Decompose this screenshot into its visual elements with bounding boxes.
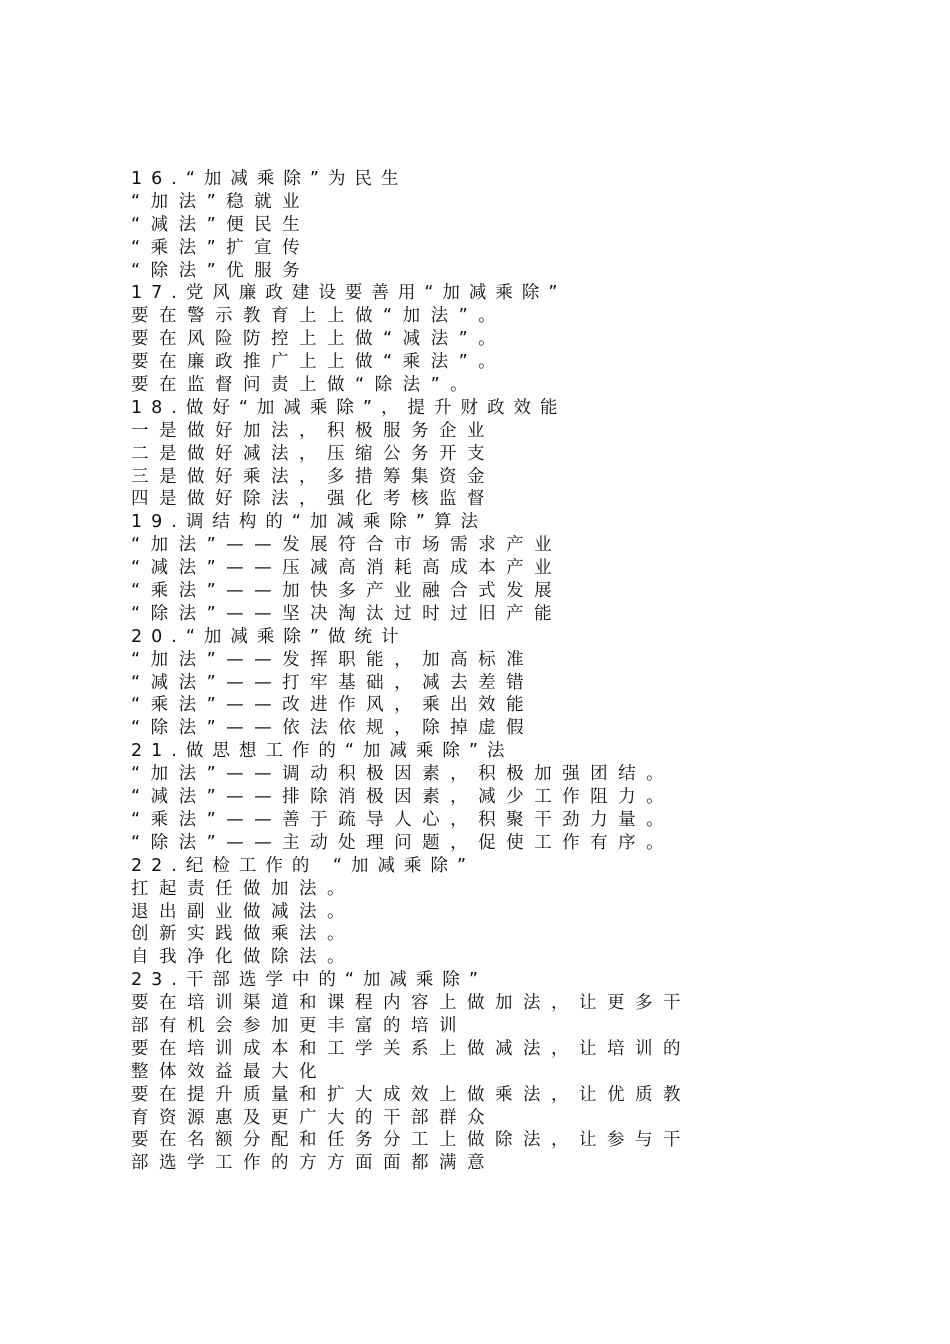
text-line: 自我净化做除法。 xyxy=(131,947,355,968)
text-line: “除法”优服务 xyxy=(131,260,311,281)
text-line: “加法”稳就业 xyxy=(131,191,311,212)
text-line: 退出副业做减法。 xyxy=(131,901,355,922)
text-line: “乘法”——改进作风，乘出效能 xyxy=(131,695,535,716)
text-line: 部有机会参加更丰富的培训 xyxy=(131,1015,467,1036)
section-heading-22: 22.纪检工作的 “加减乘除” xyxy=(131,855,476,876)
text-line: 创新实践做乘法。 xyxy=(131,924,355,945)
text-line: 二是做好减法，压缩公务开支 xyxy=(131,443,495,464)
text-line: “除法”——依法依规，除掉虚假 xyxy=(131,718,535,739)
text-line: 要在廉政推广上上做“乘法”。 xyxy=(131,352,507,373)
text-line: 三是做好乘法，多措筹集资金 xyxy=(131,466,495,487)
text-line: 部选学工作的方方面面都满意 xyxy=(131,1153,495,1174)
text-line: “除法”——坚决淘汰过时过旧产能 xyxy=(131,603,563,624)
text-line: “乘法”——善于疏导人心，积聚干劲力量。 xyxy=(131,809,675,830)
text-line: “加法”——调动积极因素，积极加强团结。 xyxy=(131,764,675,785)
text-line: 育资源惠及更广大的干部群众 xyxy=(131,1107,495,1128)
section-heading-17: 17.党风廉政建设要善用“加减乘除” xyxy=(131,283,567,304)
text-line: “乘法”扩宣传 xyxy=(131,237,311,258)
section-heading-23: 23.干部选学中的“加减乘除” xyxy=(131,970,487,991)
text-line: “加法”——发展符合市场需求产业 xyxy=(131,535,563,556)
text-line: 一是做好加法，积极服务企业 xyxy=(131,420,495,441)
section-heading-21: 21.做思想工作的“加减乘除”法 xyxy=(131,741,514,762)
text-line: 要在培训成本和工学关系上做减法，让培训的 xyxy=(131,1038,691,1059)
text-line: 要在名额分配和任务分工上做除法，让参与干 xyxy=(131,1130,691,1151)
text-line: 四是做好除法，强化考核监督 xyxy=(131,489,495,510)
text-line: 要在监督问责上做“除法”。 xyxy=(131,375,479,396)
text-line: 整体效益最大化 xyxy=(131,1061,327,1082)
section-heading-20: 20.“加减乘除”做统计 xyxy=(131,626,408,647)
text-line: 要在提升质量和扩大成效上做乘法，让优质教 xyxy=(131,1084,691,1105)
text-line: “减法”——打牢基础，减去差错 xyxy=(131,672,535,693)
text-line: “减法”——压减高消耗高成本产业 xyxy=(131,558,563,579)
text-line: 要在培训渠道和课程内容上做加法，让更多干 xyxy=(131,993,691,1014)
section-heading-16: 16.“加减乘除”为民生 xyxy=(131,169,408,189)
section-heading-18: 18.做好“加减乘除”，提升财政效能 xyxy=(131,397,567,418)
document-body xyxy=(131,168,831,1175)
text-line: “除法”——主动处理问题，促使工作有序。 xyxy=(131,832,675,853)
text-line: 要在风险防控上上做“减法”。 xyxy=(131,329,507,350)
text-line: “乘法”——加快多产业融合式发展 xyxy=(131,581,563,602)
text-line: “减法”——排除消极因素，减少工作阻力。 xyxy=(131,787,675,808)
text-line: “减法”便民生 xyxy=(131,214,311,235)
text-line: 要在警示教育上上做“加法”。 xyxy=(131,306,507,327)
text-line: 扛起责任做加法。 xyxy=(131,878,355,899)
text-line: “加法”——发挥职能，加高标准 xyxy=(131,649,535,670)
section-heading-19: 19.调结构的“加减乘除”算法 xyxy=(131,512,487,533)
